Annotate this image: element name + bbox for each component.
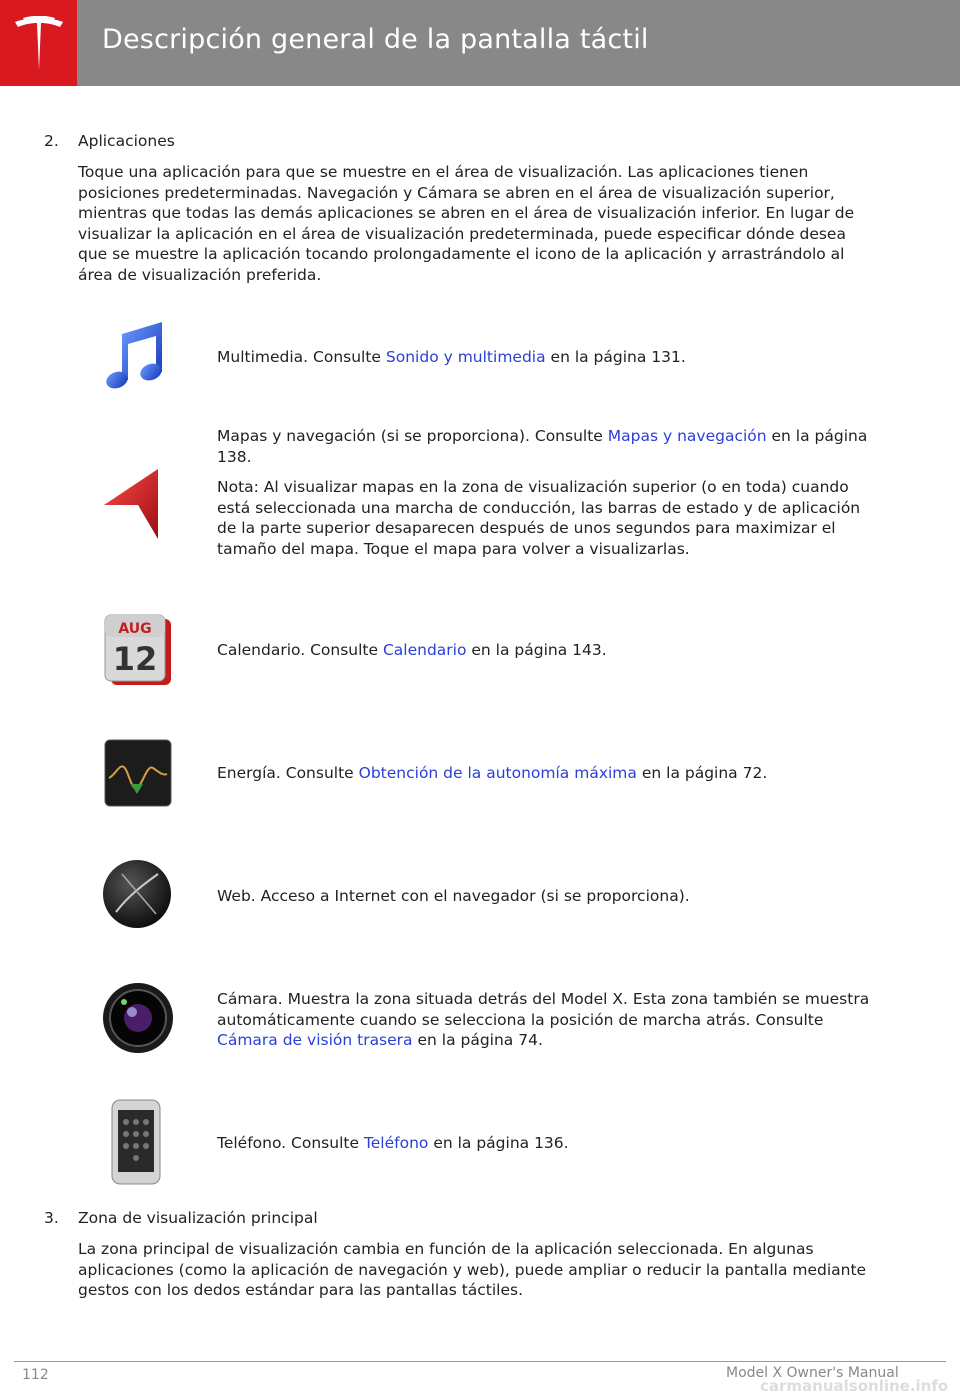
music-note-icon	[100, 318, 172, 394]
calendar-icon-day: 12	[112, 640, 158, 678]
maps-entry: Mapas y navegación (si se proporciona). Consulte Mapas y navegación en la página 138. Nota: Al visualizar mapas en la zona de visualización superior (o en toda) cuando está seleccionada una marcha de conducción, las barras de estado y de aplicación de la parte superior desaparecen después de unos segundos para maximizar el tamaño del mapa. Toque el mapa para volver a visualizarlas.	[217, 426, 877, 569]
calendar-icon-month: AUG	[118, 621, 152, 637]
section-3-number: 3.	[44, 1209, 59, 1227]
tesla-logo-icon	[13, 16, 65, 72]
watermark: carmanualsonline.info	[760, 1377, 949, 1395]
page-number: 112	[22, 1367, 49, 1383]
media-entry: Multimedia. Consulte Sonido y multimedia en la página 131.	[217, 348, 686, 366]
phone-entry: Teléfono. Consulte Teléfono en la página 136.	[217, 1134, 569, 1152]
link-autonomia-maxima[interactable]: Obtención de la autonomía máxima	[358, 764, 637, 782]
web-entry: Web. Acceso a Internet con el navegador (si se proporciona).	[217, 887, 690, 905]
section-2-heading: Aplicaciones	[78, 132, 175, 150]
camera-entry: Cámara. Muestra la zona situada detrás del Model X. Esta zona también se muestra automáticamente cuando se selecciona la posición de marcha atrás. Consulte Cámara de visión trasera en la página 74.	[217, 990, 870, 1049]
phone-icon	[110, 1098, 162, 1186]
tesla-logo	[0, 0, 77, 86]
web-globe-icon	[100, 856, 174, 934]
camera-lens-icon	[100, 978, 176, 1058]
section-2-number: 2.	[44, 132, 59, 150]
energy-icon	[103, 738, 173, 810]
energy-entry: Energía. Consulte Obtención de la autonomía máxima en la página 72.	[217, 764, 768, 782]
navigation-arrow-icon	[100, 465, 162, 541]
link-telefono[interactable]: Teléfono	[363, 1134, 429, 1152]
link-calendario[interactable]: Calendario	[382, 641, 467, 659]
maps-note: Nota: Al visualizar mapas en la zona de visualización superior (o en toda) cuando está seleccionada una marcha de conducción, las barras de estado y de aplicación de la parte superior desaparecen después de unos segundos para maximizar el tamaño del mapa. Toque el mapa para volver a visualizarlas.	[217, 478, 861, 558]
link-mapas-navegacion[interactable]: Mapas y navegación	[607, 427, 767, 445]
section-2-body: Toque una aplicación para que se muestre en el área de visualización. Las aplicaciones tienen posiciones predeterminadas. Navegación y Cámara se abren en el área de visualización superior, mientras que todas las demás aplicaciones se abren en el área de visualización inferior. En lugar de visualizar la aplicación en el área de visualización predeterminada, puede especificar dónde desea que se muestre la aplicación tocando prolongadamente el icono de la aplicación y arrastrándolo al área de visualización preferida.	[78, 163, 855, 284]
page-header	[0, 0, 960, 86]
calendar-icon	[103, 613, 173, 687]
link-camara-vision-trasera[interactable]: Cámara de visión trasera	[217, 1031, 413, 1049]
section-3-body: La zona principal de visualización cambia en función de la aplicación seleccionada. En algunas aplicaciones (como la aplicación de navegación y web), puede ampliar o reducir la pantalla mediante gestos con los dedos estándar para las pantallas táctiles.	[78, 1240, 867, 1299]
link-sonido-multimedia[interactable]: Sonido y multimedia	[385, 348, 546, 366]
manual-title: Model X Owner's Manual	[726, 1365, 899, 1381]
calendar-entry: Calendario. Consulte Calendario en la página 143.	[217, 641, 607, 659]
page-title: Descripción general de la pantalla táctil	[102, 24, 649, 55]
section-3-heading: Zona de visualización principal	[78, 1209, 318, 1227]
footer-divider	[14, 1361, 946, 1362]
